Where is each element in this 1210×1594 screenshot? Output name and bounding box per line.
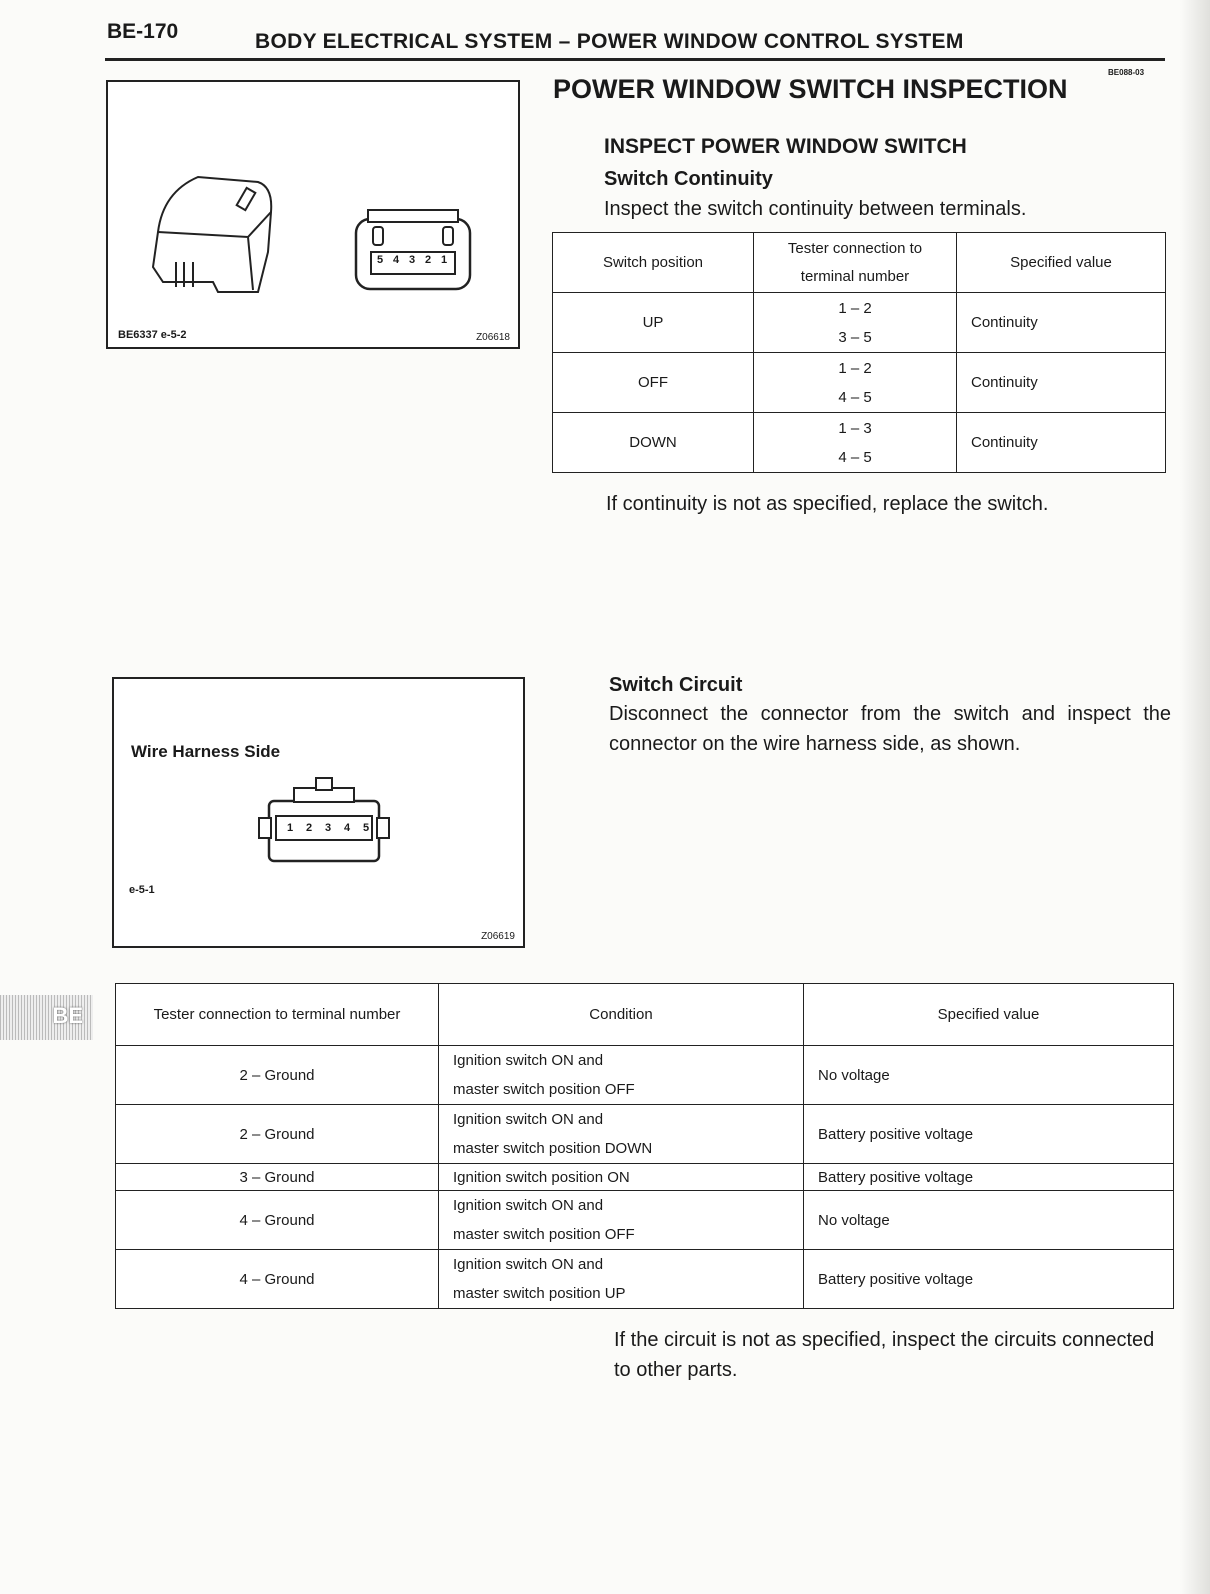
terminal: 4 – Ground (116, 1191, 439, 1250)
section-title: BODY ELECTRICAL SYSTEM – POWER WINDOW CONTROL SYSTEM (255, 30, 964, 53)
specified-value: Battery positive voltage (804, 1164, 1174, 1191)
circuit-note: If the circuit is not as specified, inspect the circuits connected to other parts. (614, 1329, 1155, 1381)
pin-label: 4 (343, 822, 351, 834)
terminal: 3 – Ground (116, 1164, 439, 1191)
page-edge-shadow (1180, 0, 1210, 1594)
specified-value: No voltage (804, 1191, 1174, 1250)
connection: 4 – 5 (838, 388, 872, 406)
continuity-subheading: Switch Continuity (604, 168, 773, 190)
col-header: Tester connection to terminal number (116, 984, 439, 1046)
circuit-table (115, 983, 1174, 1309)
table-row (116, 1164, 1174, 1191)
continuity-note: If continuity is not as specified, replace the switch. (606, 493, 1049, 515)
terminal: 4 – Ground (116, 1250, 439, 1309)
col-header: Specified value (957, 233, 1166, 293)
switch-position: UP (553, 293, 754, 353)
condition: master switch position UP (453, 1285, 626, 1302)
harness-figure (112, 677, 525, 948)
pin-label: 2 (305, 822, 313, 834)
specified-value: Continuity (957, 353, 1166, 413)
specified-value: Continuity (957, 293, 1166, 353)
col-header: Condition (439, 984, 804, 1046)
condition: Ignition switch ON and (453, 1256, 604, 1273)
pin-label: 3 (324, 822, 332, 834)
switch-illustration (138, 162, 298, 302)
condition: Ignition switch position ON (439, 1164, 804, 1191)
switch-connector-illustration (353, 207, 473, 292)
connection: 4 – 5 (838, 448, 872, 466)
condition: master switch position OFF (453, 1081, 635, 1098)
terminal: 2 – Ground (116, 1046, 439, 1105)
switch-position: DOWN (553, 413, 754, 473)
condition: Ignition switch ON and (453, 1111, 604, 1128)
harness-figure-title: Wire Harness Side (131, 742, 281, 761)
pin-label: 5 (362, 822, 370, 834)
continuity-table (552, 232, 1166, 473)
figure-code-left: e-5-1 (129, 884, 155, 896)
inspect-heading: INSPECT POWER WINDOW SWITCH (604, 135, 967, 158)
section-tab-label: BE (52, 1003, 83, 1028)
table-row (553, 413, 1166, 473)
table-row (116, 1046, 1174, 1105)
terminal: 2 – Ground (116, 1105, 439, 1164)
header-rule (105, 58, 1165, 61)
connection: 1 – 3 (838, 419, 872, 437)
section-tab (0, 995, 93, 1040)
table-row (553, 353, 1166, 413)
circuit-text: Disconnect the connector from the switch and inspect the connector on the wire harness side, as shown. (609, 703, 1171, 755)
connection: 1 – 2 (838, 299, 872, 317)
switch-figure (106, 80, 520, 349)
continuity-intro: Inspect the switch continuity between terminals. (604, 198, 1027, 220)
harness-pin-row (282, 822, 374, 834)
col-header: Switch position (553, 233, 754, 293)
specified-value: Battery positive voltage (804, 1250, 1174, 1309)
switch-pin-row (373, 254, 451, 266)
pin-label: 3 (408, 254, 416, 266)
table-row (116, 1250, 1174, 1309)
col-header: Tester connection to terminal number (754, 233, 957, 293)
circuit-heading: Switch Circuit (609, 674, 743, 696)
condition: master switch position OFF (453, 1226, 635, 1243)
pin-label: 1 (440, 254, 448, 266)
doc-code: BE088-03 (1108, 68, 1145, 77)
harness-connector-illustration (254, 776, 394, 866)
page-number: BE-170 (107, 20, 179, 43)
specified-value: Continuity (957, 413, 1166, 473)
pin-label: 2 (424, 254, 432, 266)
condition: master switch position DOWN (453, 1140, 653, 1157)
main-title: POWER WINDOW SWITCH INSPECTION (553, 74, 1068, 104)
table-row (116, 1105, 1174, 1164)
specified-value: No voltage (804, 1046, 1174, 1105)
figure-code-left: BE6337 e-5-2 (118, 329, 187, 341)
table-row (553, 293, 1166, 353)
pin-label: 1 (286, 822, 294, 834)
specified-value: Battery positive voltage (804, 1105, 1174, 1164)
condition: Ignition switch ON and (453, 1197, 604, 1214)
figure-code-right: Z06619 (481, 931, 515, 942)
figure-code-right: Z06618 (476, 332, 510, 343)
pin-label: 4 (392, 254, 400, 266)
connection: 3 – 5 (838, 328, 872, 346)
switch-position: OFF (553, 353, 754, 413)
col-header: Specified value (804, 984, 1174, 1046)
table-row (116, 1191, 1174, 1250)
pin-label: 5 (376, 254, 384, 266)
condition: Ignition switch ON and (453, 1052, 604, 1069)
connection: 1 – 2 (838, 359, 872, 377)
